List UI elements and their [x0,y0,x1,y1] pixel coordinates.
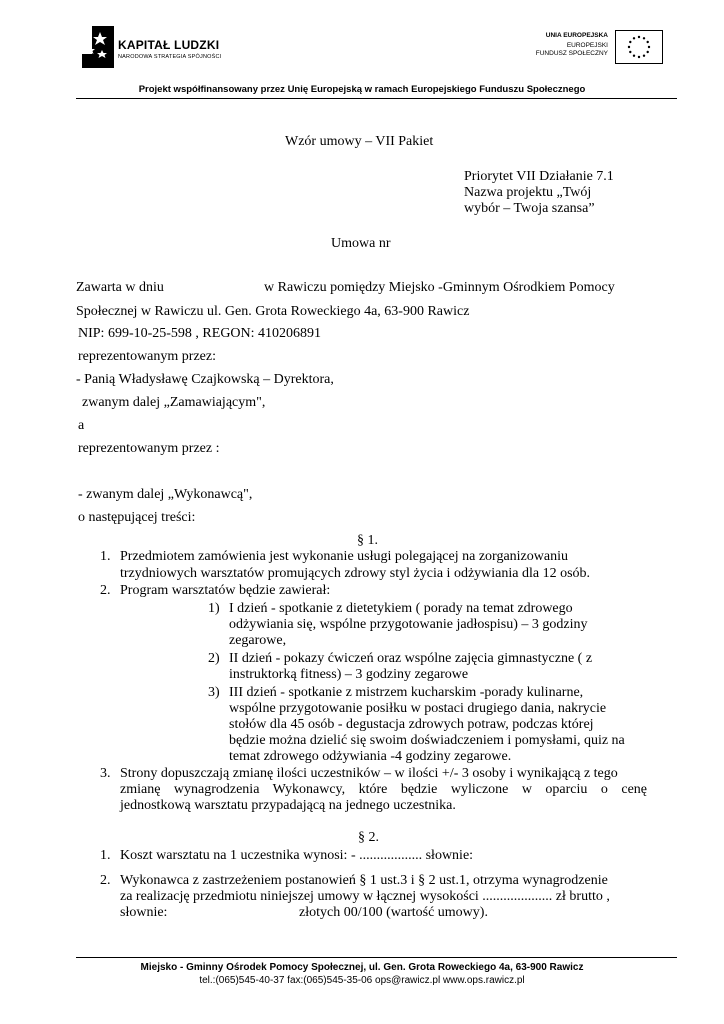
section-2-heading: § 2. [358,830,379,845]
contract-number: Umowa nr [331,236,391,251]
s2-item-2-number: 2. [100,873,111,888]
sub-item-3-line-5: temat zdrowego odżywiania -4 godziny zegarowe. [229,749,512,764]
sub-item-2-line-1: II dzień - pokazy ćwiczeń oraz wspólne zajęcia gimnastyczne ( z [229,651,593,666]
intro-address: Społecznej w Rawiczu ul. Gen. Grota Roweckiego 4a, 63-900 Rawicz [76,304,470,319]
s2-item-2-line-1: Wykonawca z zastrzeżeniem postanowień § 1 ust.3 i § 2 ust.1, otrzyma wynagrodzenie [120,873,608,888]
document-title: Wzór umowy – VII Pakiet [285,134,434,149]
footer-address: Miejsko - Gminny Ośrodek Pomocy Społecznej, ul. Gen. Grota Roweckiego 4a, 63-900 Rawicz [140,962,584,973]
eu-logo [533,30,663,68]
s1-item-3-number: 3. [100,766,111,781]
sub-item-1-line-2: odżywiania się, wspólne przygotowanie jadłospisu) – 3 godziny [229,617,588,632]
intro-nip-regon: NIP: 699-10-25-598 , REGON: 410206891 [78,326,322,341]
sub-item-3-line-3: stołów dla 45 osób - degustacja zdrowych potraw, podczas której [229,717,594,732]
s1-item-1-number: 1. [100,549,111,564]
following-content: o następującej treści: [78,510,196,525]
represented-by-1: reprezentowanym przez: [78,349,216,364]
contractor-label: - zwanym dalej „Wykonawcą", [78,487,253,502]
sub-item-3-line-1: III dzień - spotkanie z mistrzem kucharskim -porady kulinarne, [229,685,584,700]
logo-title: KAPITAŁ LUDZKI [118,38,220,52]
priority-line-1: Priorytet VII Działanie 7.1 [464,169,614,184]
s1-item-3-line-3: jednostkową warsztatu przypadającą na jednego uczestnika. [120,798,456,813]
contracting-party-label: zwanym dalej „Zamawiającym", [82,395,266,410]
footer-divider [76,957,677,958]
s2-item-2-line-3a: słownie: [120,905,168,920]
efs-label-2: FUNDUSZ SPOŁECZNY [535,50,608,57]
s2-item-2-line-2: za realizację przedmiotu niniejszej umowy w łącznej wysokości .................... zł brutto , [120,889,610,904]
sub-item-1-number: 1) [208,601,220,616]
s1-item-2: Program warsztatów będzie zawierał: [120,583,331,598]
sub-item-2-line-2: instruktorką fitness) – 3 godziny zegarowe [229,667,469,682]
sub-item-2-number: 2) [208,651,220,666]
s2-item-1: Koszt warsztatu na 1 uczestnika wynosi: - .................. słownie: [120,848,474,863]
s1-item-1-line-2: trzydniowych warsztatów promujących zdrowy styl życia i odżywiania dla 12 osób. [120,566,591,581]
header-divider [76,98,677,99]
kapital-ludzki-emblem-icon [78,24,118,68]
cofinance-note: Projekt współfinansowany przez Unię Europejską w ramach Europejskiego Funduszu Społecznego [138,84,586,95]
represented-by-2: reprezentowanym przez : [78,441,220,456]
sub-item-1-line-1: I dzień - spotkanie z dietetykiem ( porady na temat zdrowego [229,601,573,616]
kapital-ludzki-logo [78,24,248,68]
efs-label-1: EUROPEJSKI [566,42,608,49]
sub-item-3-line-2: wspólne przygotowanie posiłku w postaci drugiego dania, nakrycie [229,701,607,716]
priority-line-2: Nazwa projektu „Twój [464,185,592,200]
s1-item-1-line-1: Przedmiotem zamówienia jest wykonanie usługi polegającej na zorganizowaniu [120,549,568,564]
eu-flag-icon [615,30,663,64]
director-name: - Panią Władysławę Czajkowską – Dyrektora, [76,372,334,387]
logo-subtitle: NARODOWA STRATEGIA SPÓJNOŚCI [118,54,222,60]
eu-label: UNIA EUROPEJSKA [545,32,608,39]
s1-item-2-number: 2. [100,583,111,598]
section-1-heading: § 1. [357,533,378,548]
sub-item-1-line-3: zegarowe, [229,633,287,648]
conjunction-a: a [78,418,85,433]
s2-item-2-line-3b: złotych 00/100 (wartość umowy). [299,905,488,920]
s1-item-3-line-1: Strony dopuszczają zmianę ilości uczestników – w ilości +/- 3 osoby i wynikającą z tego [120,766,618,781]
intro-parties: w Rawiczu pomiędzy Miejsko -Gminnym Ośrodkiem Pomocy [264,280,615,295]
sub-item-3-number: 3) [208,685,220,700]
sub-item-3-line-4: będzie można dzielić się swoim doświadczeniem i pomysłami, quiz na [229,733,625,748]
s2-item-1-number: 1. [100,848,111,863]
priority-line-3: wybór – Twoja szansa” [464,201,595,216]
s1-item-3-line-2: zmianę wynagrodzenia Wykonawcy, które będzie wyliczone w oparciu o cenę [120,782,647,797]
footer-contact: tel.:(065)545-40-37 fax:(065)545-35-06 ops@rawicz.pl www.ops.rawicz.pl [199,975,525,986]
intro-date-label: Zawarta w dniu [76,280,164,295]
